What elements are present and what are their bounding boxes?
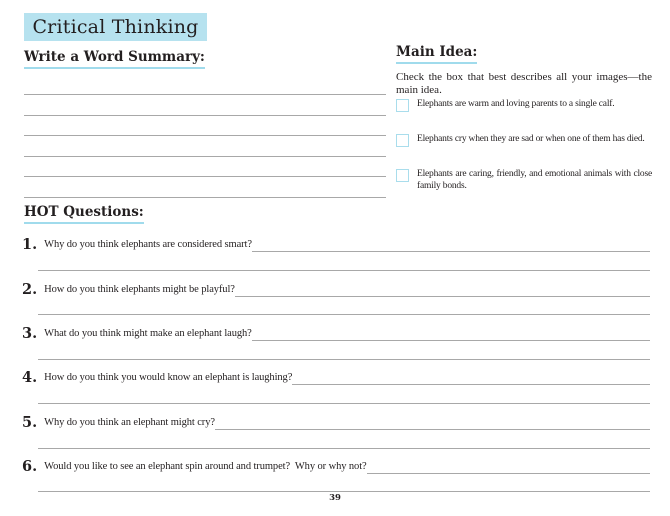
question-number: 1. xyxy=(22,235,38,253)
word-summary-heading xyxy=(24,49,205,69)
answer-line[interactable] xyxy=(38,403,650,404)
answer-line[interactable] xyxy=(38,270,650,271)
word-summary-heading-text: Write a Word Summary: xyxy=(24,49,205,69)
hot-question xyxy=(22,237,650,252)
main-idea-instruction: Check the box that best describes all your images—the main idea. xyxy=(396,71,652,96)
question-text: How do you think you would know an elephant is laughing? xyxy=(44,372,293,384)
main-idea-option xyxy=(396,134,652,147)
page-title-text: Critical Thinking xyxy=(32,16,199,38)
main-idea-heading xyxy=(396,44,477,64)
page-title xyxy=(24,13,207,41)
question-number: 2. xyxy=(22,280,38,298)
summary-writing-line[interactable] xyxy=(24,176,386,177)
main-idea-option-label: Elephants cry when they are sad or when one of them has died. xyxy=(417,134,645,144)
summary-writing-line[interactable] xyxy=(24,115,386,116)
main-idea-option-label: Elephants are caring, friendly, and emotional animals with close family bonds. xyxy=(417,169,652,191)
main-idea-checkbox[interactable] xyxy=(396,134,409,147)
question-text: How do you think elephants might be playful? xyxy=(44,284,235,296)
question-text: What do you think might make an elephant laugh? xyxy=(44,328,252,340)
answer-line[interactable] xyxy=(38,314,650,315)
main-idea-option-label: Elephants are warm and loving parents to a single calf. xyxy=(417,99,615,109)
hot-question xyxy=(22,415,650,430)
page-number: 39 xyxy=(329,493,341,503)
answer-line[interactable] xyxy=(252,340,650,341)
question-number: 5. xyxy=(22,413,38,431)
answer-line[interactable] xyxy=(235,296,650,297)
hot-question xyxy=(22,282,650,297)
hot-question xyxy=(22,459,650,474)
hot-question xyxy=(22,326,650,341)
hot-question xyxy=(22,370,650,385)
answer-line[interactable] xyxy=(38,359,650,360)
question-number: 4. xyxy=(22,368,38,386)
answer-line[interactable] xyxy=(215,429,650,430)
hot-questions-heading-text: HOT Questions: xyxy=(24,204,144,224)
question-number: 6. xyxy=(22,457,38,475)
main-idea-option xyxy=(396,99,652,112)
question-text: Why do you think an elephant might cry? xyxy=(44,417,215,429)
summary-writing-line[interactable] xyxy=(24,135,386,136)
main-idea-option xyxy=(396,169,652,192)
summary-writing-line[interactable] xyxy=(24,197,386,198)
main-idea-checkbox[interactable] xyxy=(396,99,409,112)
summary-writing-line[interactable] xyxy=(24,156,386,157)
hot-questions-heading xyxy=(24,204,144,224)
question-text: Would you like to see an elephant spin around and trumpet? Why or why not? xyxy=(44,461,367,473)
summary-writing-line[interactable] xyxy=(24,94,386,95)
main-idea-checkbox[interactable] xyxy=(396,169,409,182)
question-text: Why do you think elephants are considered smart? xyxy=(44,239,252,251)
question-number: 3. xyxy=(22,324,38,342)
answer-line[interactable] xyxy=(38,491,650,492)
main-idea-heading-text: Main Idea: xyxy=(396,44,477,64)
answer-line[interactable] xyxy=(292,384,650,385)
answer-line[interactable] xyxy=(38,448,650,449)
answer-line[interactable] xyxy=(367,473,650,474)
answer-line[interactable] xyxy=(252,251,650,252)
word-summary-lines xyxy=(24,94,386,217)
